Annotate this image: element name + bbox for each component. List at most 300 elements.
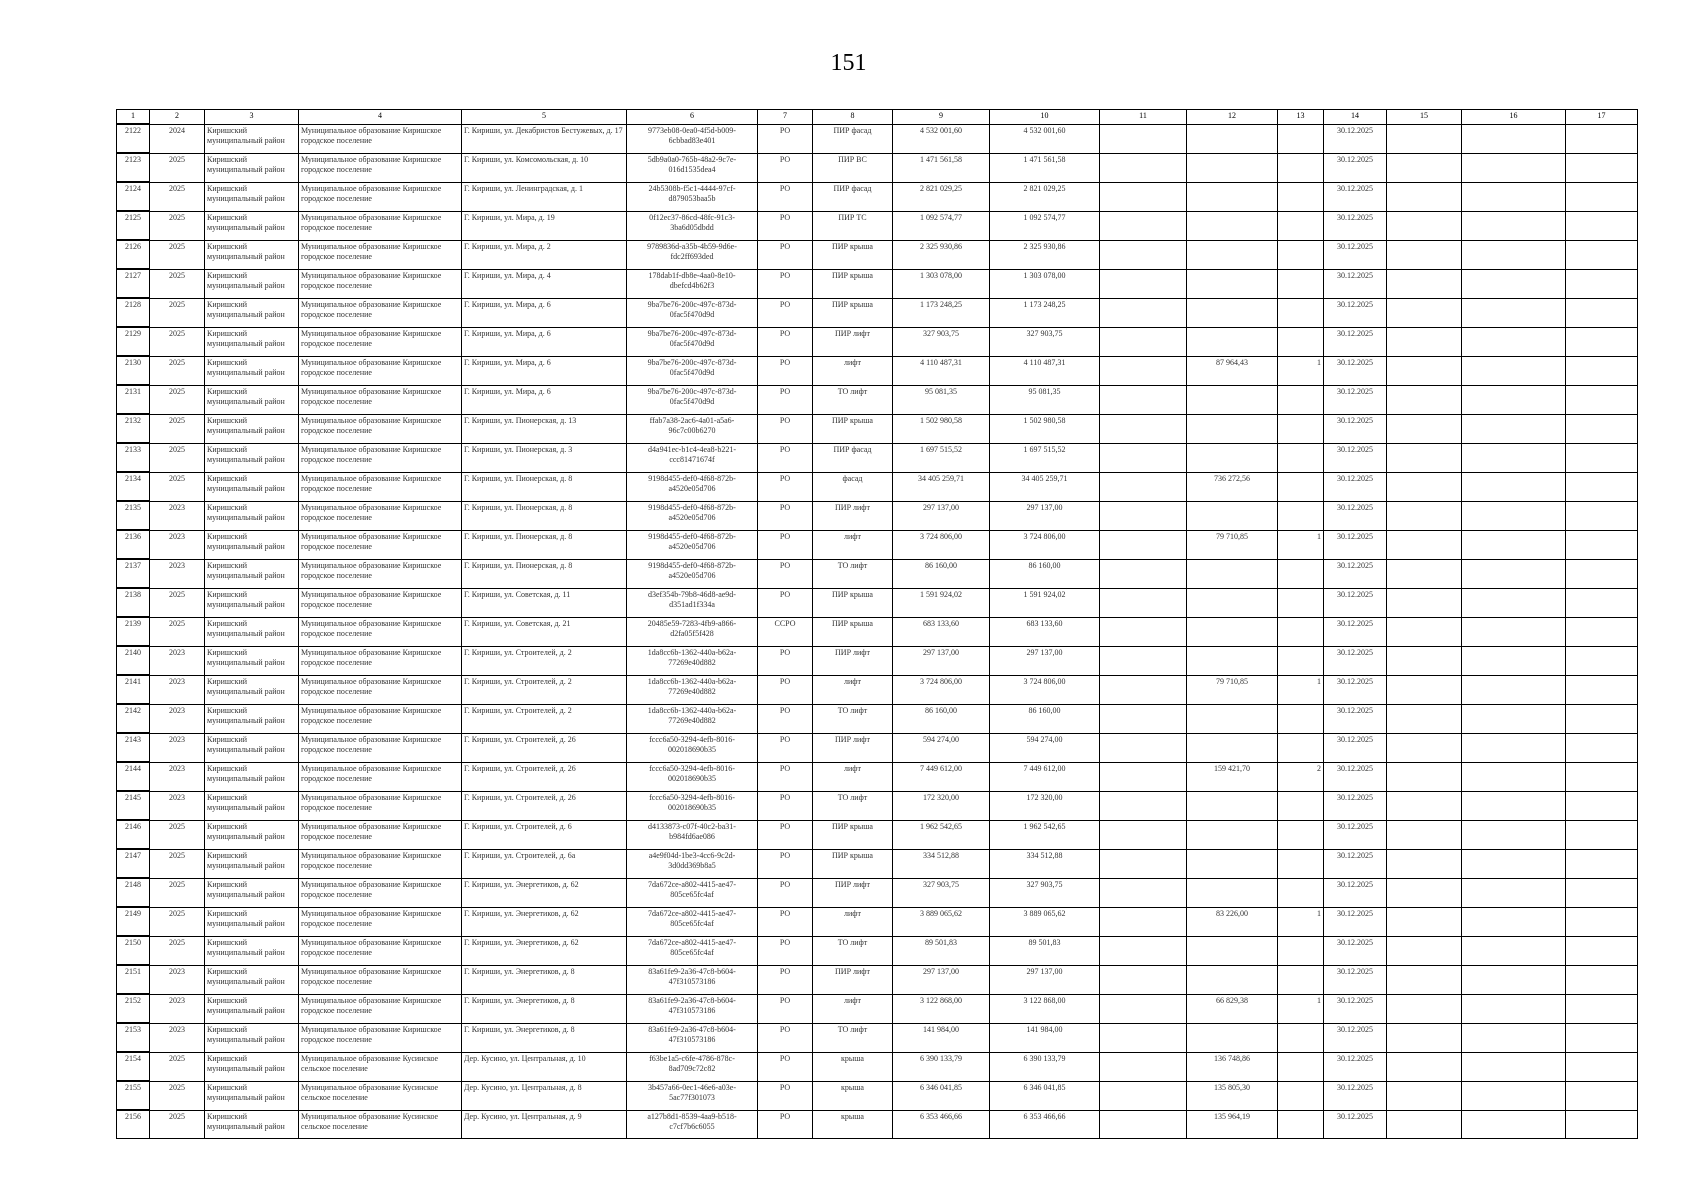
type-cell: РО (758, 211, 813, 240)
year-cell: 2025 (150, 385, 205, 414)
date-cell: 30.12.2025 (1324, 704, 1387, 733)
row-number-cell: 2155 (117, 1081, 150, 1110)
col13-cell: 2 (1278, 762, 1324, 791)
date-cell: 30.12.2025 (1324, 559, 1387, 588)
col13-cell (1278, 1081, 1324, 1110)
municipality-cell: Муниципальное образование Киришское городское поселение (299, 443, 462, 472)
amount-cell: 86 160,00 (893, 559, 990, 588)
col13-cell (1278, 240, 1324, 269)
type-cell: ССРО (758, 617, 813, 646)
row-number-cell: 2143 (117, 733, 150, 762)
col12-cell: 135 964,19 (1187, 1110, 1278, 1139)
amount-cell: 6 353 466,66 (990, 1110, 1100, 1139)
year-cell: 2025 (150, 443, 205, 472)
col13-cell (1278, 1023, 1324, 1052)
col13-cell (1278, 559, 1324, 588)
guid-cell: 9198d455-def0-4f68-872b-a4520e05d706 (627, 501, 758, 530)
work-type-cell: лифт (813, 994, 893, 1023)
table-row (117, 356, 1638, 385)
date-cell: 30.12.2025 (1324, 240, 1387, 269)
col15-cell (1387, 356, 1462, 385)
year-cell: 2025 (150, 182, 205, 211)
amount-cell: 34 405 259,71 (893, 472, 990, 501)
guid-cell: 7da672ce-a802-4415-ae47-805ce65fc4af (627, 936, 758, 965)
row-number-cell: 2149 (117, 907, 150, 936)
amount-cell: 297 137,00 (990, 501, 1100, 530)
type-cell: РО (758, 530, 813, 559)
guid-cell: a4e9f04d-1be3-4cc6-9c2d-3d0dd369b8a5 (627, 849, 758, 878)
row-number-cell: 2122 (117, 124, 150, 153)
year-cell: 2025 (150, 327, 205, 356)
col11-cell (1100, 675, 1187, 704)
amount-cell: 297 137,00 (893, 501, 990, 530)
type-cell: РО (758, 1023, 813, 1052)
work-type-cell: ТО лифт (813, 791, 893, 820)
row-number-cell: 2154 (117, 1052, 150, 1081)
year-cell: 2025 (150, 588, 205, 617)
address-cell: Г. Кириши, ул. Декабристов Бестужевых, д. 17 (462, 124, 627, 153)
col12-cell: 83 226,00 (1187, 907, 1278, 936)
col11-cell (1100, 472, 1187, 501)
col16-cell (1462, 588, 1566, 617)
district-cell: Киришский муниципальный район (205, 588, 299, 617)
amount-cell: 95 081,35 (893, 385, 990, 414)
col15-cell (1387, 327, 1462, 356)
col15-cell (1387, 588, 1462, 617)
year-cell: 2025 (150, 356, 205, 385)
col11-cell (1100, 530, 1187, 559)
address-cell: Г. Кириши, ул. Энергетиков, д. 8 (462, 994, 627, 1023)
column-number-header: 9 (893, 110, 990, 125)
col15-cell (1387, 530, 1462, 559)
column-number-header: 16 (1462, 110, 1566, 125)
address-cell: Г. Кириши, ул. Строителей, д. 26 (462, 762, 627, 791)
district-cell: Киришский муниципальный район (205, 820, 299, 849)
col11-cell (1100, 1052, 1187, 1081)
address-cell: Г. Кириши, ул. Строителей, д. 26 (462, 733, 627, 762)
col13-cell (1278, 704, 1324, 733)
amount-cell: 334 512,88 (990, 849, 1100, 878)
col11-cell (1100, 356, 1187, 385)
row-number-cell: 2123 (117, 153, 150, 182)
col12-cell: 135 805,30 (1187, 1081, 1278, 1110)
col17-cell (1566, 820, 1638, 849)
municipality-cell: Муниципальное образование Киришское городское поселение (299, 559, 462, 588)
col12-cell (1187, 646, 1278, 675)
col12-cell: 87 964,43 (1187, 356, 1278, 385)
address-cell: Дер. Кусино, ул. Центральная, д. 8 (462, 1081, 627, 1110)
municipality-cell: Муниципальное образование Киришское городское поселение (299, 1023, 462, 1052)
amount-cell: 6 346 041,85 (990, 1081, 1100, 1110)
municipality-cell: Муниципальное образование Киришское городское поселение (299, 704, 462, 733)
address-cell: Г. Кириши, ул. Комсомольская, д. 10 (462, 153, 627, 182)
district-cell: Киришский муниципальный район (205, 907, 299, 936)
guid-cell: 7da672ce-a802-4415-ae47-805ce65fc4af (627, 907, 758, 936)
col12-cell (1187, 849, 1278, 878)
address-cell: Г. Кириши, ул. Мира, д. 4 (462, 269, 627, 298)
col16-cell (1462, 704, 1566, 733)
amount-cell: 7 449 612,00 (893, 762, 990, 791)
table-row (117, 240, 1638, 269)
column-number-header: 11 (1100, 110, 1187, 125)
amount-cell: 3 724 806,00 (990, 530, 1100, 559)
amount-cell: 594 274,00 (990, 733, 1100, 762)
col17-cell (1566, 617, 1638, 646)
row-number-cell: 2139 (117, 617, 150, 646)
amount-cell: 89 501,83 (990, 936, 1100, 965)
col15-cell (1387, 994, 1462, 1023)
municipality-cell: Муниципальное образование Киришское городское поселение (299, 501, 462, 530)
column-number-header: 15 (1387, 110, 1462, 125)
col16-cell (1462, 385, 1566, 414)
col16-cell (1462, 269, 1566, 298)
guid-cell: a127b8d1-8539-4aa9-b518-c7cf7b6c6055 (627, 1110, 758, 1139)
col16-cell (1462, 1081, 1566, 1110)
col11-cell (1100, 124, 1187, 153)
work-type-cell: ПИР ТС (813, 211, 893, 240)
col13-cell (1278, 733, 1324, 762)
type-cell: РО (758, 385, 813, 414)
table-row (117, 298, 1638, 327)
year-cell: 2025 (150, 1081, 205, 1110)
municipality-cell: Муниципальное образование Киришское городское поселение (299, 414, 462, 443)
col11-cell (1100, 878, 1187, 907)
col17-cell (1566, 124, 1638, 153)
col17-cell (1566, 530, 1638, 559)
municipality-cell: Муниципальное образование Кусинское сельское поселение (299, 1110, 462, 1139)
year-cell: 2023 (150, 646, 205, 675)
district-cell: Киришский муниципальный район (205, 994, 299, 1023)
col17-cell (1566, 501, 1638, 530)
col16-cell (1462, 211, 1566, 240)
guid-cell: 7da672ce-a802-4415-ae47-805ce65fc4af (627, 878, 758, 907)
col13-cell (1278, 849, 1324, 878)
district-cell: Киришский муниципальный район (205, 443, 299, 472)
guid-cell: 1da8cc6b-1362-440a-b62a-77269e40d882 (627, 704, 758, 733)
work-type-cell: ПИР лифт (813, 646, 893, 675)
amount-cell: 1 502 980,58 (893, 414, 990, 443)
municipality-cell: Муниципальное образование Киришское городское поселение (299, 472, 462, 501)
row-number-cell: 2138 (117, 588, 150, 617)
year-cell: 2023 (150, 675, 205, 704)
guid-cell: 1da8cc6b-1362-440a-b62a-77269e40d882 (627, 675, 758, 704)
col17-cell (1566, 1081, 1638, 1110)
col11-cell (1100, 153, 1187, 182)
row-number-cell: 2147 (117, 849, 150, 878)
amount-cell: 1 173 248,25 (990, 298, 1100, 327)
col15-cell (1387, 849, 1462, 878)
year-cell: 2023 (150, 733, 205, 762)
municipality-cell: Муниципальное образование Киришское городское поселение (299, 675, 462, 704)
column-number-header: 1 (117, 110, 150, 125)
year-cell: 2023 (150, 530, 205, 559)
row-number-cell: 2150 (117, 936, 150, 965)
amount-cell: 1 471 561,58 (893, 153, 990, 182)
col11-cell (1100, 327, 1187, 356)
date-cell: 30.12.2025 (1324, 1081, 1387, 1110)
col13-cell (1278, 791, 1324, 820)
col11-cell (1100, 994, 1187, 1023)
type-cell: РО (758, 182, 813, 211)
amount-cell: 2 821 029,25 (990, 182, 1100, 211)
col13-cell (1278, 414, 1324, 443)
col12-cell (1187, 965, 1278, 994)
col13-cell (1278, 588, 1324, 617)
guid-cell: d4a941ec-b1c4-4ea8-b221-ccc81471674f (627, 443, 758, 472)
type-cell: РО (758, 298, 813, 327)
col17-cell (1566, 472, 1638, 501)
guid-cell: 24b5308b-f5c1-4444-97cf-d879053baa5b (627, 182, 758, 211)
col13-cell: 1 (1278, 907, 1324, 936)
year-cell: 2023 (150, 501, 205, 530)
col16-cell (1462, 907, 1566, 936)
work-type-cell: ПИР крыша (813, 588, 893, 617)
year-cell: 2025 (150, 414, 205, 443)
type-cell: РО (758, 762, 813, 791)
amount-cell: 7 449 612,00 (990, 762, 1100, 791)
guid-cell: fccc6a50-3294-4efb-8016-002018690b35 (627, 762, 758, 791)
address-cell: Г. Кириши, ул. Мира, д. 6 (462, 327, 627, 356)
type-cell: РО (758, 124, 813, 153)
amount-cell: 1 092 574,77 (893, 211, 990, 240)
col16-cell (1462, 646, 1566, 675)
table-row (117, 907, 1638, 936)
col13-cell (1278, 936, 1324, 965)
guid-cell: 5db9a0a0-765b-48a2-9c7e-016d1535dea4 (627, 153, 758, 182)
district-cell: Киришский муниципальный район (205, 414, 299, 443)
amount-cell: 86 160,00 (893, 704, 990, 733)
col15-cell (1387, 1052, 1462, 1081)
table-row (117, 530, 1638, 559)
date-cell: 30.12.2025 (1324, 617, 1387, 646)
address-cell: Г. Кириши, ул. Строителей, д. 6а (462, 849, 627, 878)
row-number-cell: 2144 (117, 762, 150, 791)
col11-cell (1100, 965, 1187, 994)
work-type-cell: лифт (813, 675, 893, 704)
col12-cell (1187, 327, 1278, 356)
date-cell: 30.12.2025 (1324, 820, 1387, 849)
guid-cell: fccc6a50-3294-4efb-8016-002018690b35 (627, 791, 758, 820)
row-number-cell: 2142 (117, 704, 150, 733)
col17-cell (1566, 994, 1638, 1023)
type-cell: РО (758, 501, 813, 530)
amount-cell: 683 133,60 (990, 617, 1100, 646)
year-cell: 2025 (150, 936, 205, 965)
row-number-cell: 2132 (117, 414, 150, 443)
guid-cell: 9ba7be76-200c-497c-873d-0fac5f470d9d (627, 298, 758, 327)
amount-cell: 1 697 515,52 (990, 443, 1100, 472)
col13-cell (1278, 443, 1324, 472)
table-row (117, 182, 1638, 211)
date-cell: 30.12.2025 (1324, 269, 1387, 298)
col11-cell (1100, 762, 1187, 791)
table-row (117, 327, 1638, 356)
work-type-cell: ПИР лифт (813, 501, 893, 530)
col17-cell (1566, 414, 1638, 443)
col17-cell (1566, 153, 1638, 182)
year-cell: 2023 (150, 704, 205, 733)
table-row (117, 733, 1638, 762)
municipality-cell: Муниципальное образование Киришское городское поселение (299, 646, 462, 675)
col16-cell (1462, 675, 1566, 704)
row-number-cell: 2151 (117, 965, 150, 994)
col17-cell (1566, 240, 1638, 269)
year-cell: 2025 (150, 269, 205, 298)
table-row (117, 994, 1638, 1023)
column-number-header: 4 (299, 110, 462, 125)
amount-cell: 1 962 542,65 (893, 820, 990, 849)
address-cell: Дер. Кусино, ул. Центральная, д. 9 (462, 1110, 627, 1139)
column-number-header: 3 (205, 110, 299, 125)
col13-cell (1278, 269, 1324, 298)
district-cell: Киришский муниципальный район (205, 1081, 299, 1110)
row-number-cell: 2146 (117, 820, 150, 849)
col16-cell (1462, 240, 1566, 269)
table-row (117, 617, 1638, 646)
amount-cell: 89 501,83 (893, 936, 990, 965)
year-cell: 2025 (150, 153, 205, 182)
date-cell: 30.12.2025 (1324, 501, 1387, 530)
district-cell: Киришский муниципальный район (205, 791, 299, 820)
col16-cell (1462, 501, 1566, 530)
guid-cell: 83a61fe9-2a36-47c8-b604-47f310573186 (627, 994, 758, 1023)
column-number-header: 8 (813, 110, 893, 125)
address-cell: Г. Кириши, ул. Строителей, д. 6 (462, 820, 627, 849)
address-cell: Г. Кириши, ул. Мира, д. 19 (462, 211, 627, 240)
municipality-cell: Муниципальное образование Киришское городское поселение (299, 356, 462, 385)
amount-cell: 86 160,00 (990, 704, 1100, 733)
col12-cell (1187, 1023, 1278, 1052)
col16-cell (1462, 124, 1566, 153)
col16-cell (1462, 617, 1566, 646)
date-cell: 30.12.2025 (1324, 965, 1387, 994)
amount-cell: 1 962 542,65 (990, 820, 1100, 849)
col15-cell (1387, 820, 1462, 849)
col17-cell (1566, 704, 1638, 733)
type-cell: РО (758, 704, 813, 733)
district-cell: Киришский муниципальный район (205, 472, 299, 501)
col12-cell (1187, 588, 1278, 617)
row-number-cell: 2127 (117, 269, 150, 298)
guid-cell: 9198d455-def0-4f68-872b-a4520e05d706 (627, 530, 758, 559)
work-type-cell: лифт (813, 530, 893, 559)
col12-cell (1187, 878, 1278, 907)
district-cell: Киришский муниципальный район (205, 646, 299, 675)
table-row (117, 704, 1638, 733)
column-number-header: 5 (462, 110, 627, 125)
col11-cell (1100, 849, 1187, 878)
municipality-cell: Муниципальное образование Киришское городское поселение (299, 385, 462, 414)
col17-cell (1566, 965, 1638, 994)
col16-cell (1462, 965, 1566, 994)
col16-cell (1462, 936, 1566, 965)
col13-cell (1278, 153, 1324, 182)
year-cell: 2023 (150, 965, 205, 994)
col11-cell (1100, 559, 1187, 588)
date-cell: 30.12.2025 (1324, 327, 1387, 356)
col13-cell (1278, 965, 1324, 994)
municipality-cell: Муниципальное образование Киришское городское поселение (299, 298, 462, 327)
work-type-cell: ПИР крыша (813, 269, 893, 298)
row-number-cell: 2152 (117, 994, 150, 1023)
guid-cell: 3b457a66-0ec1-46e6-a03e-5ac77f301073 (627, 1081, 758, 1110)
address-cell: Г. Кириши, ул. Строителей, д. 2 (462, 675, 627, 704)
col16-cell (1462, 1023, 1566, 1052)
column-number-header: 2 (150, 110, 205, 125)
municipality-cell: Муниципальное образование Киришское городское поселение (299, 153, 462, 182)
row-number-cell: 2135 (117, 501, 150, 530)
type-cell: РО (758, 588, 813, 617)
row-number-cell: 2131 (117, 385, 150, 414)
district-cell: Киришский муниципальный район (205, 849, 299, 878)
col17-cell (1566, 269, 1638, 298)
date-cell: 30.12.2025 (1324, 733, 1387, 762)
col16-cell (1462, 878, 1566, 907)
year-cell: 2025 (150, 472, 205, 501)
type-cell: РО (758, 1052, 813, 1081)
district-cell: Киришский муниципальный район (205, 1110, 299, 1139)
type-cell: РО (758, 559, 813, 588)
type-cell: РО (758, 675, 813, 704)
col16-cell (1462, 762, 1566, 791)
col12-cell (1187, 791, 1278, 820)
col15-cell (1387, 414, 1462, 443)
col12-cell (1187, 820, 1278, 849)
col17-cell (1566, 1110, 1638, 1139)
col15-cell (1387, 559, 1462, 588)
col15-cell (1387, 762, 1462, 791)
col15-cell (1387, 385, 1462, 414)
table-row (117, 1081, 1638, 1110)
col16-cell (1462, 530, 1566, 559)
col11-cell (1100, 269, 1187, 298)
col13-cell (1278, 820, 1324, 849)
table-row (117, 849, 1638, 878)
amount-cell: 4 532 001,60 (893, 124, 990, 153)
col12-cell: 136 748,86 (1187, 1052, 1278, 1081)
year-cell: 2025 (150, 1052, 205, 1081)
date-cell: 30.12.2025 (1324, 124, 1387, 153)
table-row (117, 501, 1638, 530)
table-row (117, 211, 1638, 240)
row-number-cell: 2140 (117, 646, 150, 675)
col15-cell (1387, 153, 1462, 182)
col12-cell: 736 272,56 (1187, 472, 1278, 501)
col16-cell (1462, 1052, 1566, 1081)
col13-cell (1278, 501, 1324, 530)
type-cell: РО (758, 965, 813, 994)
year-cell: 2025 (150, 298, 205, 327)
col12-cell (1187, 153, 1278, 182)
column-number-header: 17 (1566, 110, 1638, 125)
district-cell: Киришский муниципальный район (205, 965, 299, 994)
work-type-cell: ПИР лифт (813, 733, 893, 762)
address-cell: Г. Кириши, ул. Мира, д. 6 (462, 356, 627, 385)
district-cell: Киришский муниципальный район (205, 530, 299, 559)
col15-cell (1387, 1023, 1462, 1052)
work-type-cell: ПИР крыша (813, 298, 893, 327)
address-cell: Г. Кириши, ул. Энергетиков, д. 62 (462, 907, 627, 936)
col17-cell (1566, 762, 1638, 791)
col15-cell (1387, 1110, 1462, 1139)
col13-cell: 1 (1278, 675, 1324, 704)
col15-cell (1387, 298, 1462, 327)
district-cell: Киришский муниципальный район (205, 385, 299, 414)
type-cell: РО (758, 878, 813, 907)
municipality-cell: Муниципальное образование Кусинское сельское поселение (299, 1052, 462, 1081)
amount-cell: 6 353 466,66 (893, 1110, 990, 1139)
col12-cell (1187, 733, 1278, 762)
